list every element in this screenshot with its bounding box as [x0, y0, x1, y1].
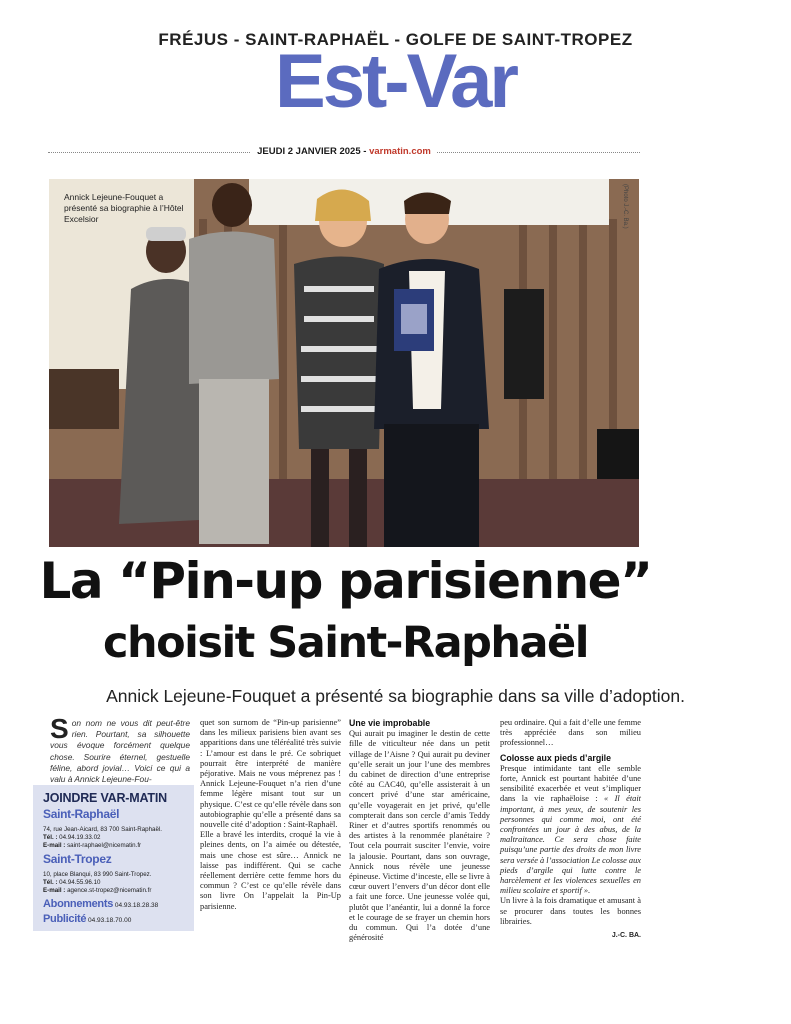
article-column-2: [200, 718, 341, 912]
article-photo: [49, 179, 639, 547]
paragraph: quet son surnom de “Pin-up parisienne” dans les milieux parisiens bien avant ses apparitions dans une téléréalité très suivie : L’amour est dans le pré. Ce sobriquet pourrait être interprété de manière péjorative. Mais ne vous méprenez pas ! Annick Lejeune-Fouquet n’a rien d’une femme légère misant tout sur un physique. C’est ce qu’elle révèle dans son autobiographie qu’elle a présenté dans sa nouvelle cité d’adoption : Saint-Raphaël.: [200, 718, 341, 830]
advertising-phone[interactable]: 04.93.18.70.00: [86, 917, 132, 924]
paragraph-text: Presque intimidante tant elle semble forte, Annick est pourtant habitée d’une sensibilité exacerbée et veut s’impliquer dans la vie raphaëloise :: [500, 763, 641, 804]
newspaper-masthead: Est-Var: [275, 39, 516, 124]
photo-caption: Annick Lejeune-Fouquet a présenté sa biographie à l’Hôtel Excelsior: [64, 192, 184, 224]
date-separator: -: [360, 146, 370, 157]
author-signature: J.-C. BA.: [611, 932, 641, 940]
paragraph: Qui aurait pu imaginer le destin de cette fille de viticulteur née dans un petit village de l’Aisne ? Qui aurait pu deviner qu’elle serait un jour l’une des membres du cabinet de direction d’une entreprise côté au CAC40, qu’elle assisterait à un concert privé d’une star américaine, qu’elle voyagerait en jet privé, qu’elle compterait dans son cercle d’amis Teddy Riner et d’autres sportifs renommés ou des artistes à la renommée planétaire ? Tout cela pourrait susciter l’envie, voire la jalousie. Pourtant, dans son ouvrage, Annick nous révèle une jeunesse épineuse. Victime d’inceste, elle se livre à cœur ouvert l’envers d’un décor dont elle a fait une force. Une jeunesse volée qui, plutôt que l’anéantir, lui a donné la force et le courage de se frayer un chemin hors du commun. Qui l’a dotée d’une générosité: [349, 729, 490, 943]
advertising-label: Publicité: [43, 913, 87, 925]
contact-title: JOINDRE VAR-MATIN: [43, 791, 167, 805]
office-city-saint-raphael: Saint-Raphaël: [43, 807, 120, 821]
paragraph: Elle a bravé les interdits, croqué la vie à pleines dents, on l’a aimée ou détestée, mais une chose est sûre… Annick ne laisse pas indifférent. Qui se cache réellement derrière cette femme hors du commun ? C’est ce qu’elle révèle dans son livre On l’appelait la Pin-Up parisienne.: [200, 830, 341, 911]
email-link[interactable]: agence.st-tropez@nicematin.fr: [65, 887, 152, 894]
region-list: FRÉJUS - SAINT-RAPHAËL - GOLFE DE SAINT-TROPEZ: [158, 30, 633, 49]
office-address: 10, place Blanqui, 83 990 Saint-Tropez.: [43, 871, 152, 878]
office-email: [43, 842, 141, 850]
headline-line-1: La “Pin-up parisienne”: [39, 552, 652, 610]
advertising-line: [43, 913, 131, 925]
site-link[interactable]: varmatin.com: [369, 146, 431, 157]
drop-cap: S: [50, 713, 69, 744]
article-lead: on nom ne vous dit peut-être rien. Pourtant, sa silhouette vous évoque forcément quelque chose. Sourire éternel, gestuelle féline, abord jovial… Voici ce qui a valu à Annick Lejeune-Fou-: [50, 718, 190, 785]
phone-label: Tél. :: [43, 879, 58, 886]
subscriptions-label: Abonnements: [43, 898, 114, 910]
dateline: [48, 146, 640, 160]
paragraph: [500, 764, 641, 897]
subscriptions-phone[interactable]: 04.93.18.28.38: [113, 902, 159, 909]
office-phone: [43, 879, 100, 887]
paragraph: Un livre à la fois dramatique et amusant à se procurer dans toutes les bonnes librairies.: [500, 896, 641, 926]
article-column-3: [349, 718, 490, 943]
phone-number[interactable]: 04.94.19.33.02: [57, 834, 101, 841]
article-subhead: Annick Lejeune-Fouquet a présenté sa biographie dans sa ville d’adoption.: [106, 686, 685, 706]
section-heading: Une vie improbable: [349, 718, 431, 728]
office-phone: [43, 834, 100, 842]
phone-label: Tél. :: [43, 834, 58, 841]
section-heading: Colosse aux pieds d’argile: [500, 752, 611, 763]
email-link[interactable]: saint-raphael@nicematin.fr: [65, 842, 142, 849]
email-label: E-mail :: [43, 887, 66, 894]
article-column-1: [50, 713, 190, 785]
headline-line-2: choisit Saint-Raphaël: [103, 618, 588, 668]
office-address: 74, rue Jean-Aicard, 83 700 Saint-Raphaël.: [43, 826, 163, 833]
office-email: [43, 887, 151, 895]
quote: « Il était important, à mes yeux, de soutenir les personnes qui comme moi, ont été confrontées un jour à des abus, de la maltraitance. Ce sera chose faite puisqu’une partie des droits de mon livre sera versée à l’association Le colosse aux pieds d’argile qui lutte contre le harcèlement et les violences sexuelles en milieu scolaire et sportif ».: [500, 794, 641, 896]
phone-number[interactable]: 04.94.55.96.10: [57, 879, 101, 886]
contact-box: [33, 785, 194, 931]
photo-credit: (Photo J.-C. Ba.): [622, 184, 628, 229]
issue-date: JEUDI 2 JANVIER 2025: [257, 146, 361, 157]
subscriptions-line: [43, 898, 158, 910]
office-city-saint-tropez: Saint-Tropez: [43, 852, 112, 866]
email-label: E-mail :: [43, 842, 66, 849]
article-column-4: [500, 718, 641, 941]
paragraph: peu ordinaire. Qui a fait d’elle une femme très appréciée dans son milieu professionnel…: [500, 718, 641, 748]
event-photo-illustration: [49, 179, 639, 547]
